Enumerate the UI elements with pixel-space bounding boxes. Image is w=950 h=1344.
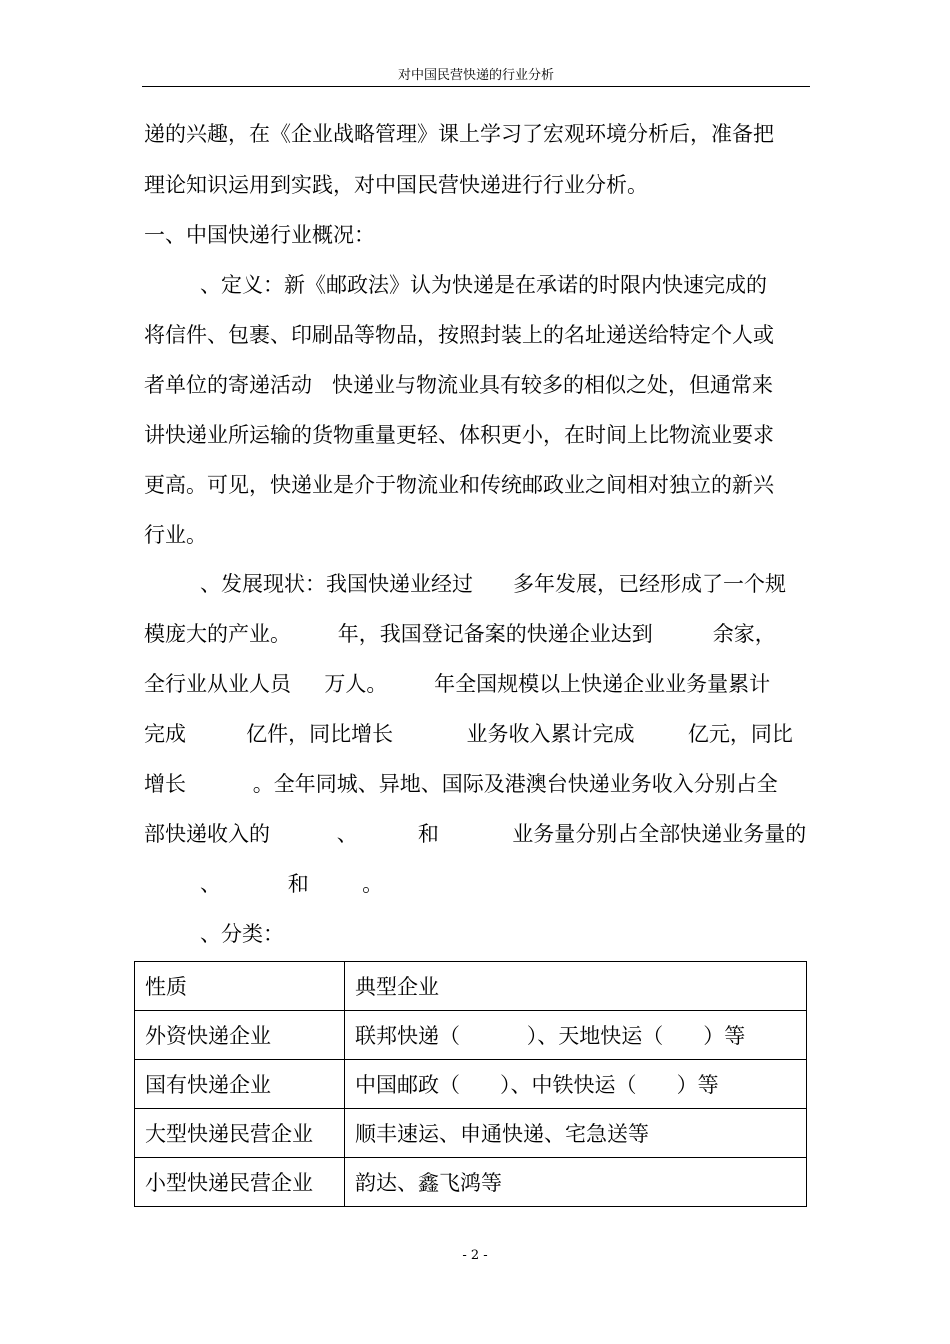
section-heading: 一、中国快递行业概况： <box>144 223 375 247</box>
body-line: 模庞大的产业。 年，我国登记备案的快递企业达到 余家， <box>144 622 776 646</box>
table-cell: 顺丰速运、申通快递、宅急送等 <box>345 1109 807 1158</box>
body-line: 、发展现状：我国快递业经过 多年发展，已经形成了一个规 <box>200 572 787 596</box>
body-line: 更高。可见，快递业是介于物流业和传统邮政业之间相对独立的新兴 <box>144 473 774 497</box>
table-header-row <box>135 962 807 1011</box>
body-line: 行业。 <box>144 523 207 547</box>
body-line: 讲快递业所运输的货物重量更轻、体积更小，在时间上比物流业要求 <box>144 423 774 447</box>
body-line: 、 和 。 <box>200 872 384 896</box>
table-row <box>135 1158 807 1207</box>
header-rule <box>142 86 810 87</box>
table-row <box>135 1011 807 1060</box>
table-header-cell: 性质 <box>135 962 345 1011</box>
body-line: 递的兴趣，在《企业战略管理》课上学习了宏观环境分析后，准备把 <box>144 122 774 146</box>
table-cell: 联邦快递（ ）、天地快运（ ）等 <box>345 1011 807 1060</box>
body-line: 者单位的寄递活动 快递业与物流业具有较多的相似之处，但通常来 <box>144 373 774 397</box>
table-cell: 中国邮政（ ）、中铁快运（ ）等 <box>345 1060 807 1109</box>
page-header-title: 对中国民营快递的行业分析 <box>397 68 554 83</box>
body-line: 、定义：新《邮政法》认为快递是在承诺的时限内快速完成的 <box>200 273 767 297</box>
table-cell: 外资快递企业 <box>135 1011 345 1060</box>
classification-table <box>134 961 807 1207</box>
page-number: - 2 - <box>462 1248 488 1263</box>
body-line: 理论知识运用到实践，对中国民营快递进行行业分析。 <box>144 173 648 197</box>
body-line: 、分类： <box>200 922 284 946</box>
table-cell: 大型快递民营企业 <box>135 1109 345 1158</box>
table-cell: 韵达、鑫飞鸿等 <box>345 1158 807 1207</box>
table-row <box>135 1060 807 1109</box>
body-line: 增长 。全年同城、异地、国际及港澳台快递业务收入分别占全 <box>144 772 778 796</box>
table-row <box>135 1109 807 1158</box>
body-line: 将信件、包裹、印刷品等物品，按照封装上的名址递送给特定个人或 <box>144 323 774 347</box>
body-line: 完成 亿件，同比增长 业务收入累计完成 亿元，同比 <box>144 722 793 746</box>
body-line: 全行业从业人员 万人。 年全国规模以上快递企业业务量累计 <box>144 672 771 696</box>
table-header-cell: 典型企业 <box>345 962 807 1011</box>
body-line: 部快递收入的 、 和 业务量分别占全部快递业务量的 <box>144 822 807 846</box>
table-cell: 国有快递企业 <box>135 1060 345 1109</box>
table-cell: 小型快递民营企业 <box>135 1158 345 1207</box>
